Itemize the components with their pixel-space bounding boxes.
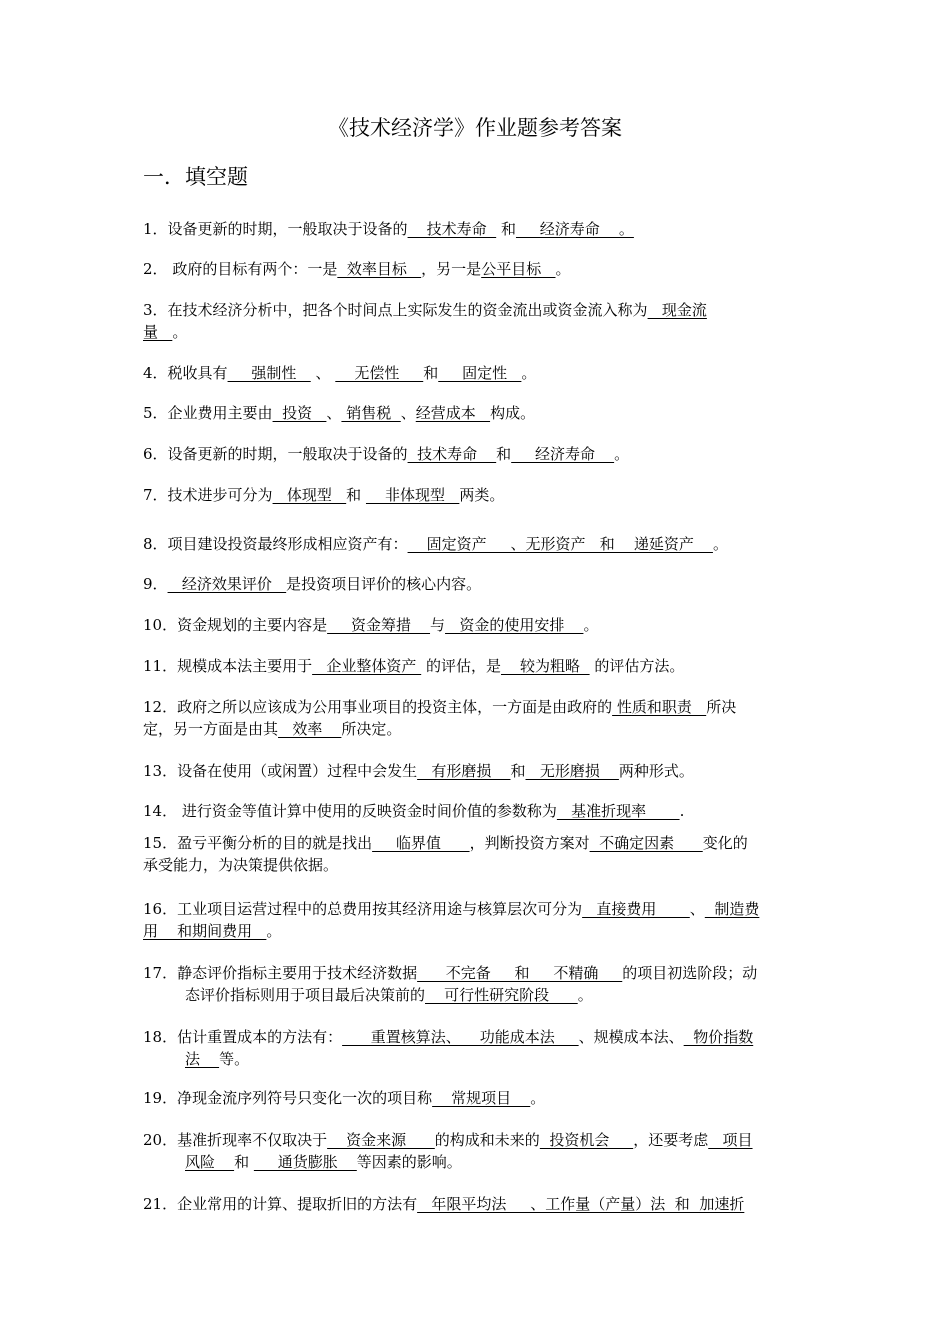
question-text: 两种形式。 — [618, 762, 694, 780]
answer-blank: 公平目标 — [481, 260, 556, 278]
answer-blank: 效率目标 — [337, 260, 422, 278]
question-text: 和 — [500, 220, 516, 238]
question-text: 设备在使用（或闲置）过程中会发生 — [177, 762, 418, 780]
question-item — [143, 655, 810, 677]
question-number: 6． — [143, 445, 168, 463]
answer-blank: 现金流 — [647, 301, 707, 319]
question-text: 两类。 — [459, 486, 505, 504]
question-number: 4． — [143, 364, 168, 382]
question-item — [143, 218, 810, 240]
answer-blank: 年限平均法 、工作量（产量）法 和 加速折 — [417, 1195, 745, 1213]
question-text: 。 — [172, 323, 188, 341]
question-text: 、 — [689, 900, 705, 918]
answer-blank: 不完备 和 不精确 — [417, 964, 623, 982]
question-text: 等因素的影响。 — [356, 1153, 462, 1171]
question-text: 政府之所以应该成为公用事业项目的投资主体，一方面是由政府的 — [177, 698, 613, 716]
answer-blank: 常规项目 — [432, 1089, 531, 1107]
question-number: 3． — [143, 301, 168, 319]
question-number: 9． — [143, 575, 168, 593]
question-item — [143, 962, 810, 1006]
answer-blank: 资金的使用安排 — [445, 616, 584, 634]
question-text: 规模成本法主要用于 — [177, 657, 313, 675]
answer-blank: 强制性 — [227, 364, 311, 382]
question-text: 进行资金等值计算中使用的反映资金时间价值的参数称为 — [177, 802, 557, 820]
answer-blank: 固定性 — [438, 364, 522, 382]
question-number: 10． — [143, 616, 178, 634]
answer-blank: 无形磨损 — [525, 762, 619, 780]
answer-blank: 制造费 — [704, 900, 760, 918]
answer-blank: 经营成本 — [415, 404, 491, 422]
question-text: 。 — [521, 364, 537, 382]
question-number: 19． — [143, 1089, 178, 1107]
question-text: 和 — [346, 486, 362, 504]
answer-blank: 临界值 — [372, 834, 470, 852]
question-item — [143, 832, 810, 876]
answer-blank: 资金来源 — [327, 1131, 435, 1149]
answer-blank: 重置核算法、 功能成本法 — [342, 1028, 579, 1046]
question-text: 和 — [496, 445, 512, 463]
question-text: ，另一是 — [421, 260, 482, 278]
answer-blank: 量 — [143, 323, 173, 341]
question-text: 态评价指标则用于项目最后决策前的 — [185, 986, 426, 1004]
answer-blank: 技术寿命 — [407, 220, 497, 238]
answer-blank: 效率 — [278, 720, 342, 738]
answer-blank: 经济寿命 — [511, 445, 615, 463]
question-item — [143, 1129, 810, 1173]
answer-blank: 非体现型 — [365, 486, 460, 504]
question-text: 所决 — [706, 698, 737, 716]
question-item — [143, 443, 810, 465]
answer-blank: 可行性研究阶段 — [425, 986, 578, 1004]
answer-blank: 投资机会 — [539, 1131, 634, 1149]
question-text: 设备更新的时期，一般取决于设备的 — [167, 445, 408, 463]
answer-blank: 固定资产 、无形资产 和 递延资产 — [407, 535, 713, 553]
question-item — [143, 898, 810, 942]
answer-blank: 销售税 — [341, 404, 401, 422]
question-text: 定，另一方面是由其 — [143, 720, 279, 738]
question-text: 、 — [400, 404, 416, 422]
question-item — [143, 760, 810, 782]
question-text: 资金规划的主要内容是 — [177, 616, 328, 634]
question-text: 的评估方法。 — [594, 657, 685, 675]
question-item — [143, 362, 810, 384]
question-text: 。 — [555, 260, 571, 278]
document-title: 《技术经济学》作业题参考答案 — [328, 116, 622, 140]
question-text: 。 — [583, 616, 599, 634]
question-item — [143, 1026, 810, 1070]
question-text: 净现金流序列符号只变化一次的项目称 — [177, 1089, 433, 1107]
question-text: 设备更新的时期，一般取决于设备的 — [167, 220, 408, 238]
answer-blank: 风险 — [185, 1153, 235, 1171]
question-text: 构成。 — [490, 404, 536, 422]
question-text: 在技术经济分析中，把各个时间点上实际发生的资金流出或资金流入称为 — [167, 301, 648, 319]
question-number: 2． — [143, 260, 168, 278]
question-text: 政府的目标有两个：一是 — [167, 260, 338, 278]
question-number: 17． — [143, 964, 178, 982]
answer-blank: 技术寿命 — [407, 445, 497, 463]
question-text: 和 — [510, 762, 526, 780]
question-item — [143, 484, 810, 506]
answer-blank: 性质和职责 — [612, 698, 707, 716]
question-text: 等。 — [219, 1050, 250, 1068]
question-text: 承受能力，为决策提供依据。 — [143, 856, 339, 874]
question-text: 的评估，是 — [425, 657, 501, 675]
question-text: 是投资项目评价的核心内容。 — [286, 575, 482, 593]
question-item — [143, 533, 810, 555]
question-number: 14． — [143, 802, 178, 820]
question-item — [143, 573, 810, 595]
question-text: 盈亏平衡分析的目的就是找出 — [177, 834, 373, 852]
question-number: 7． — [143, 486, 168, 504]
question-text: 。 — [266, 922, 282, 940]
question-text: 变化的 — [702, 834, 748, 852]
question-item — [143, 402, 810, 424]
question-text: ，判断投资方案对 — [469, 834, 590, 852]
question-item — [143, 614, 810, 636]
question-number: 16． — [143, 900, 178, 918]
question-number: 20． — [143, 1131, 178, 1149]
section-heading: 一．填空题 — [143, 165, 248, 189]
answer-blank: 基准折现率 — [556, 802, 680, 820]
question-item — [143, 1087, 810, 1109]
answer-blank: 资金筹措 — [327, 616, 431, 634]
answer-blank: 有形磨损 — [417, 762, 511, 780]
question-item — [143, 696, 810, 740]
question-text: 工业项目运营过程中的总费用按其经济用途与核算层次可分为 — [177, 900, 583, 918]
answer-blank: 经济效果评价 — [167, 575, 287, 593]
question-text: 所决定。 — [341, 720, 402, 738]
answer-blank: 项目 — [708, 1131, 753, 1149]
question-item — [143, 1193, 810, 1215]
question-text: 的构成和未来的 — [434, 1131, 540, 1149]
answer-blank: 直接费用 — [582, 900, 690, 918]
answer-blank: 用 和期间费用 — [143, 922, 267, 940]
question-number: 5． — [143, 404, 168, 422]
question-text: 企业常用的计算、提取折旧的方法有 — [177, 1195, 418, 1213]
question-text: 估计重置成本的方法有： — [177, 1028, 343, 1046]
question-item — [143, 299, 810, 343]
question-number: 21． — [143, 1195, 178, 1213]
question-text: 、 — [315, 364, 331, 382]
question-number: 15． — [143, 834, 178, 852]
question-number: 13． — [143, 762, 178, 780]
question-text: 的项目初选阶段；动 — [622, 964, 758, 982]
question-text: 企业费用主要由 — [167, 404, 273, 422]
question-text: 。 — [614, 445, 630, 463]
answer-blank: 通货膨胀 — [253, 1153, 357, 1171]
answer-blank: 物价指数 — [683, 1028, 754, 1046]
answer-blank: 无偿性 — [335, 364, 424, 382]
question-text: 和 — [234, 1153, 250, 1171]
answer-blank: 法 — [185, 1050, 220, 1068]
question-item — [143, 800, 810, 822]
question-item — [143, 258, 810, 280]
answer-blank: 投资 — [272, 404, 327, 422]
question-text: 、规模成本法、 — [578, 1028, 684, 1046]
answer-blank: 经济寿命 。 — [515, 220, 634, 238]
question-text: 与 — [430, 616, 446, 634]
question-number: 12． — [143, 698, 178, 716]
question-text: 静态评价指标主要用于技术经济数据 — [177, 964, 418, 982]
answer-blank: 较为粗略 — [500, 657, 590, 675]
answer-blank: 不确定因素 — [589, 834, 703, 852]
question-text: 。 — [712, 535, 728, 553]
question-text: 和 — [423, 364, 439, 382]
question-text: ，还要考虑 — [633, 1131, 709, 1149]
question-text: 技术进步可分为 — [167, 486, 273, 504]
answer-blank: 企业整体资产 — [312, 657, 422, 675]
question-text: 项目建设投资最终形成相应资产有： — [167, 535, 408, 553]
question-text: 。 — [577, 986, 593, 1004]
question-text: 、 — [326, 404, 342, 422]
question-text: 税收具有 — [167, 364, 228, 382]
question-text: . — [679, 802, 685, 820]
question-number: 18． — [143, 1028, 178, 1046]
answer-blank: 体现型 — [272, 486, 347, 504]
question-number: 11． — [143, 657, 178, 675]
question-number: 1． — [143, 220, 168, 238]
question-text: 基准折现率不仅取决于 — [177, 1131, 328, 1149]
question-number: 8． — [143, 535, 168, 553]
question-text: 。 — [530, 1089, 546, 1107]
